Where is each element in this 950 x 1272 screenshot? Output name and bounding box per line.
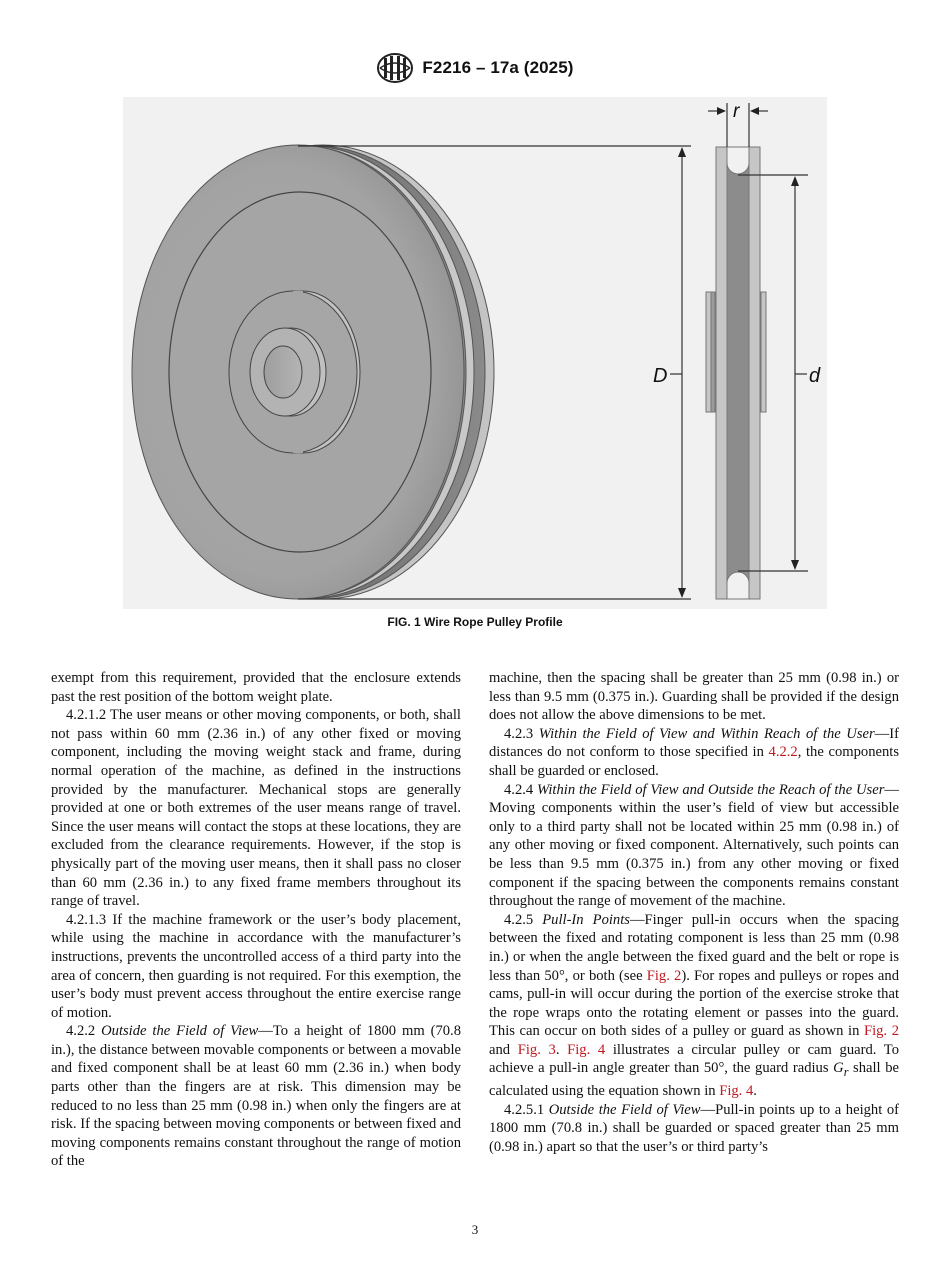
page-number: 3 — [471, 1222, 479, 1237]
paragraph-4-2-5 — [489, 911, 899, 1101]
figure-1-pulley-diagram — [123, 97, 827, 609]
variable-subscript-r: r — [843, 1065, 849, 1080]
section-body: illustrates a circular pulley or cam guard. To achieve a pull-in angle greater than 50°, the guard radius — [489, 1041, 899, 1077]
paragraph-4-2-3 — [489, 725, 899, 781]
section-body: —If distances do not conform to those specified in — [489, 725, 899, 761]
text-column-right — [489, 669, 899, 1156]
dimension-label-D: D — [653, 365, 668, 387]
section-body: ). For ropes and pulleys or ropes and cams, pull-in will occur during the portion of the exercise stroke that the rope wraps onto the rotating element or passes into the guard. This can occur on both sides of a pulley or guard as shown in — [489, 967, 899, 1040]
xref-link-fig-4[interactable]: Fig. 4 — [719, 1082, 754, 1099]
section-body: —Moving components within the user’s field of view but accessible only to a third party shall not be located within 25 mm (0.98 in.) of any other moving or fixed component. Alternatively, such points can be less than 9.5 mm (0.375 in.) from any other moving or fixed component if the spacing between the components remains constant throughout the range of movement of the machine. — [489, 781, 899, 910]
section-body: —Pull-in points up to a height of 1800 mm (70.8 in.) shall be guarded or spaced greater than 25 mm (0.98 in.) apart so that the user’s or third party’s — [489, 1101, 900, 1155]
dimension-label-r: r — [733, 101, 740, 122]
section-title: Pull-In Points — [542, 911, 630, 928]
pulley-side-profile — [706, 147, 766, 599]
paragraph-4-2-4 — [489, 781, 899, 911]
section-number: 4.2.5.1 — [504, 1101, 549, 1118]
section-body: . — [753, 1082, 757, 1099]
section-body: —Finger pull-in occurs when the spacing between the fixed and rotating component is less than 25 mm (0.98 in.) or when the angle between the fixed guard and the belt or rope is less than 50°, or both (see — [489, 911, 899, 984]
xref-link-fig-2[interactable]: Fig. 2 — [646, 967, 682, 984]
section-title: Within the Field of View and Outside the Reach of the User — [537, 781, 885, 798]
xref-link-fig-4[interactable]: Fig. 4 — [567, 1041, 606, 1058]
paragraph-4-2-5-1 — [489, 1101, 899, 1157]
section-number: 4.2.5 — [504, 911, 543, 928]
paragraph-4-2-1-3: 4.2.1.3 If the machine framework or the user’s body placement, while using the machine in accordance with the manufacturer’s instructions, prevents the uncontrolled access of a third party into the area of concern, then guarding is not required. For this exemption, the user’s body must prevent access throughout the entire exercise range of motion. — [51, 911, 461, 1021]
section-number: 4.2.2 — [66, 1023, 102, 1040]
xref-link-4-2-2[interactable]: 4.2.2 — [768, 744, 798, 761]
section-body: and — [489, 1041, 518, 1058]
section-title: Outside the Field of View — [101, 1023, 259, 1040]
paragraph-continuation: exempt from this requirement, provided that the enclosure extends past the rest position of the bottom weight plate. — [51, 670, 461, 705]
paragraph-4-2-1-2: 4.2.1.2 The user means or other moving components, or both, shall not pass within 60 mm (2.36 in.) of any other fixed or moving component, including the moving weight stack and frame, during normal operation of the machine, as defined in the instructions provided by the manufacturer. Mechanical stops are generally provided at one or both extremes of the user means range of travel. Since the user means will contact the stops at these locations, they are excluded from the clearance requirements. However, if the stop is physically part of the moving user means, then it shall pass no closer than 60 mm (2.36 in.) to any fixed frame members throughout its range of travel. — [51, 707, 461, 910]
pulley-bore — [264, 346, 302, 398]
section-body: . — [555, 1041, 568, 1058]
document-designation: F2216 – 17a (2025) — [422, 58, 574, 77]
astm-logo-icon — [376, 52, 414, 84]
section-number: 4.2.3 — [504, 725, 539, 742]
page-header — [0, 50, 950, 86]
section-number: 4.2.4 — [504, 781, 538, 798]
variable-G: G — [833, 1060, 844, 1077]
xref-link-fig-2[interactable]: Fig. 2 — [863, 1023, 899, 1040]
paragraph-4-2-2 — [51, 1022, 461, 1171]
section-body: shall be calculated using the equation shown in — [489, 1060, 899, 1099]
paragraph-continuation: machine, then the spacing shall be greater than 25 mm (0.98 in.) or less than 9.5 mm (0.375 in.). Guarding shall be provided if the design does not allow the above dimensions to be met. — [489, 670, 899, 724]
text-column-left — [51, 669, 461, 1171]
dimension-label-d: d — [809, 365, 821, 387]
section-title: Outside the Field of View — [548, 1101, 701, 1118]
xref-link-fig-3[interactable]: Fig. 3 — [517, 1041, 556, 1058]
section-title: Within the Field of View and Within Reach of the User — [538, 725, 875, 742]
section-body: , the components shall be guarded or enclosed. — [489, 744, 899, 779]
figure-caption: FIG. 1 Wire Rope Pulley Profile — [387, 615, 563, 629]
pulley-drawing — [123, 97, 827, 609]
section-body: —To a height of 1800 mm (70.8 in.), the distance between movable components or between a movable and fixed component shall be at least 60 mm (2.36 in.) when body parts other than the fingers are at risk. This dimension may be reduced to no less than 25 mm (0.98 in.) when only the fingers are at risk. If the spacing between moving components or between fixed and moving components remains constant throughout the range of motion of the — [51, 1023, 461, 1170]
